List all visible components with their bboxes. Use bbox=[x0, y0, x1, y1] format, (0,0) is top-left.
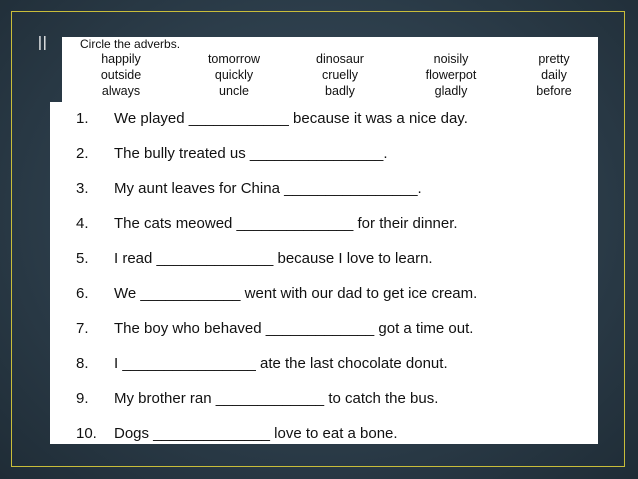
question-text: My aunt leaves for China ________________. bbox=[114, 179, 422, 197]
word-bank-row bbox=[62, 83, 598, 99]
question-number: 6. bbox=[76, 284, 89, 302]
word-bank-word: flowerpot bbox=[425, 68, 477, 82]
question-text: The bully treated us ________________. bbox=[114, 144, 388, 162]
question-text: We played ____________ because it was a nice day. bbox=[114, 109, 468, 127]
question-text: We ____________ went with our dad to get ice cream. bbox=[114, 284, 478, 302]
question-text: I ________________ ate the last chocolate donut. bbox=[114, 354, 448, 372]
word-bank-word: noisily bbox=[433, 52, 469, 66]
question-number: 5. bbox=[76, 249, 89, 267]
word-bank-row bbox=[62, 51, 598, 67]
word-bank-word: tomorrow bbox=[207, 52, 261, 66]
word-bank-title: Circle the adverbs. bbox=[80, 37, 181, 51]
word-bank-word: dinosaur bbox=[316, 52, 364, 66]
word-bank-word: pretty bbox=[538, 52, 570, 66]
word-bank-word: badly bbox=[325, 84, 355, 98]
word-bank-word: quickly bbox=[214, 68, 254, 82]
word-bank-word: daily bbox=[541, 68, 567, 82]
word-bank-word: outside bbox=[100, 68, 142, 82]
slide-bullet: || bbox=[38, 34, 48, 51]
question-number: 8. bbox=[76, 354, 89, 372]
question-number: 3. bbox=[76, 179, 89, 197]
word-bank-word: before bbox=[536, 84, 572, 98]
word-bank-word: uncle bbox=[219, 84, 249, 98]
word-bank-word: cruelly bbox=[321, 68, 359, 82]
question-text: I read ______________ because I love to learn. bbox=[114, 249, 433, 267]
question-number: 4. bbox=[76, 214, 89, 232]
question-number: 10. bbox=[76, 424, 97, 442]
word-bank-word: happily bbox=[101, 52, 141, 66]
question-text: The boy who behaved _____________ got a time out. bbox=[114, 319, 474, 337]
word-bank bbox=[62, 37, 598, 102]
word-bank-word: always bbox=[101, 84, 141, 98]
question-number: 9. bbox=[76, 389, 89, 407]
question-number: 7. bbox=[76, 319, 89, 337]
word-bank-word: gladly bbox=[434, 84, 468, 98]
word-bank-grid bbox=[62, 51, 598, 99]
question-text: Dogs ______________ love to eat a bone. bbox=[114, 424, 398, 442]
question-text: My brother ran _____________ to catch the bus. bbox=[114, 389, 439, 407]
worksheet bbox=[50, 102, 598, 444]
word-bank-row bbox=[62, 67, 598, 83]
question-number: 2. bbox=[76, 144, 89, 162]
question-number: 1. bbox=[76, 109, 89, 127]
question-text: The cats meowed ______________ for their dinner. bbox=[114, 214, 458, 232]
